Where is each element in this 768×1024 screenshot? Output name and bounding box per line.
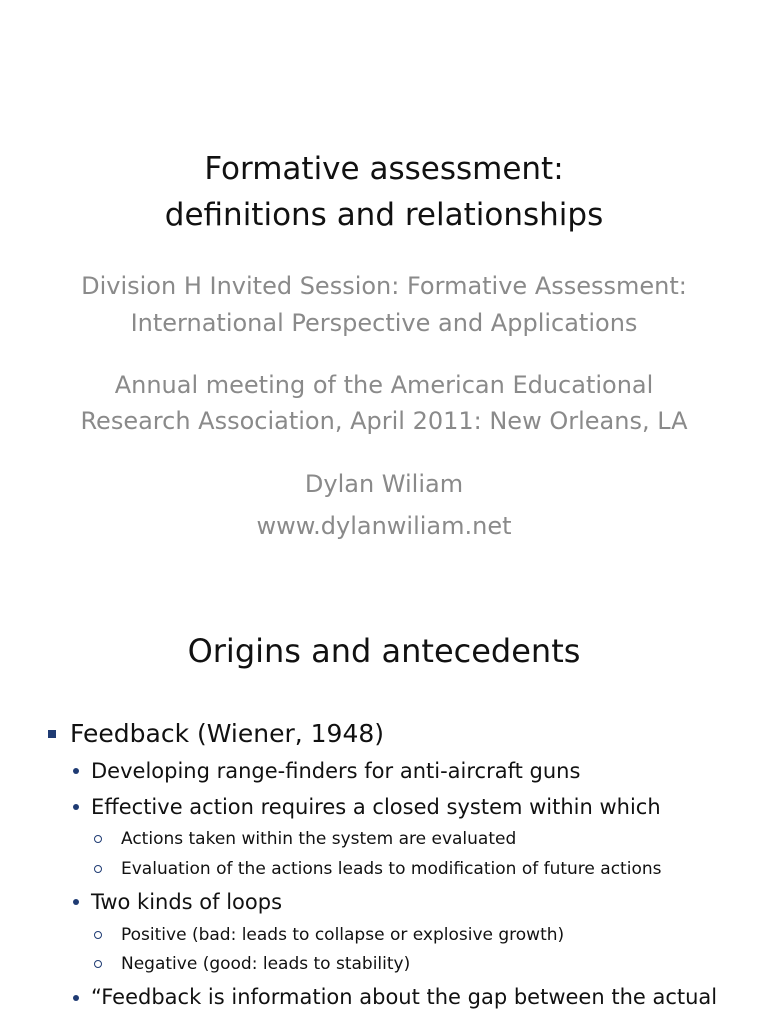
slide2-title: Origins and antecedents: [187, 632, 581, 670]
bullet-two-loops: Two kinds of loops: [91, 890, 283, 914]
circle-bullet-icon: [94, 960, 102, 968]
author-website: www.dylanwiliam.net: [256, 512, 512, 540]
circle-bullet-icon: [94, 865, 102, 873]
bullet-range-finders: Developing range-finders for anti-aircraft guns: [91, 759, 581, 783]
dot-bullet-icon: [73, 804, 79, 810]
meeting-line2: Research Association, April 2011: New Orleans, LA: [80, 407, 688, 435]
bullet-feedback-quote: “Feedback is information about the gap between the actual: [91, 985, 718, 1009]
session-line1: Division H Invited Session: Formative Assessment:: [81, 272, 687, 300]
slide1-title-line1: Formative assessment:: [204, 151, 564, 187]
dot-bullet-icon: [73, 995, 79, 1001]
author-name: Dylan Wiliam: [304, 470, 464, 498]
bullet-positive-loop: Positive (bad: leads to collapse or explosive growth): [121, 925, 565, 945]
square-bullet-icon: [48, 730, 56, 738]
bullet-actions-evaluated: Actions taken within the system are evaluated: [121, 829, 517, 849]
dot-bullet-icon: [73, 768, 79, 774]
dot-bullet-icon: [73, 899, 79, 905]
bullet-evaluation-modification: Evaluation of the actions leads to modification of future actions: [121, 859, 662, 879]
circle-bullet-icon: [94, 931, 102, 939]
slide1-title-line2: definitions and relationships: [164, 197, 604, 233]
session-line2: International Perspective and Applications: [130, 309, 638, 337]
bullet-feedback: Feedback (Wiener, 1948): [70, 719, 385, 748]
bullet-effective-action: Effective action requires a closed system within which: [91, 795, 661, 819]
bullet-negative-loop: Negative (good: leads to stability): [121, 954, 411, 974]
meeting-line1: Annual meeting of the American Educational: [114, 371, 654, 399]
circle-bullet-icon: [94, 835, 102, 843]
